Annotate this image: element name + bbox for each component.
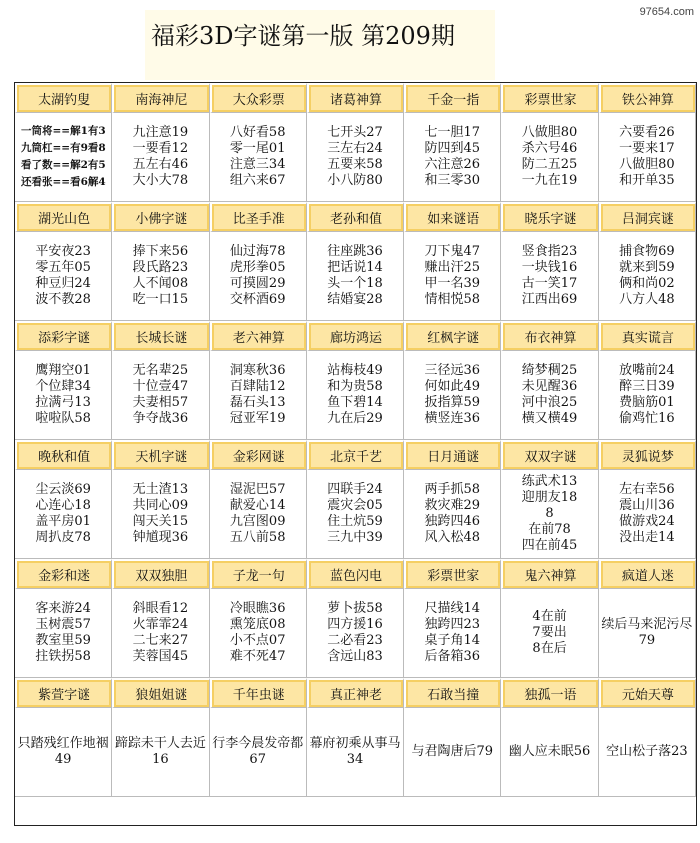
riddle-cell bbox=[404, 589, 501, 678]
riddle-line: 把话说14 bbox=[327, 260, 383, 275]
column-header: 独孤一语 bbox=[501, 678, 598, 708]
riddle-cell bbox=[404, 708, 501, 797]
riddle-line: 平安夜23 bbox=[35, 244, 91, 259]
riddle-cell bbox=[210, 232, 307, 321]
column-header: 狼姐姐谜 bbox=[112, 678, 209, 708]
riddle-line: 二必看23 bbox=[327, 633, 383, 648]
riddle-line: 横竖连36 bbox=[424, 411, 481, 426]
riddle-line: 夫妻相57 bbox=[132, 395, 189, 410]
riddle-line: 可摸圆29 bbox=[229, 276, 286, 291]
riddle-line: 注意三34 bbox=[229, 157, 286, 172]
riddle-line: 难不死47 bbox=[229, 649, 286, 664]
riddle-line: 五左右46 bbox=[132, 157, 189, 172]
riddle-line: 头一个18 bbox=[327, 276, 383, 291]
riddle-line: 百肆陆12 bbox=[229, 379, 286, 394]
riddle-line: 就来到59 bbox=[619, 260, 675, 275]
riddle-line: 在前78 bbox=[528, 522, 571, 537]
riddle-line: 八好看58 bbox=[229, 125, 286, 140]
riddle-line: 熏笼底08 bbox=[229, 617, 286, 632]
riddle-line: 二七来27 bbox=[132, 633, 189, 648]
column-header: 真实谎言 bbox=[599, 321, 696, 351]
column-header: 金彩网谜 bbox=[210, 440, 307, 470]
riddle-line: 费脑筋01 bbox=[619, 395, 675, 410]
riddle-line: 一九在19 bbox=[521, 173, 578, 188]
riddle-line: 九筒杠==有9看8 bbox=[21, 142, 106, 154]
riddle-line: 四在前45 bbox=[521, 538, 578, 553]
riddle-line: 五八前58 bbox=[229, 530, 286, 545]
column-header: 千年虫谜 bbox=[210, 678, 307, 708]
riddle-line: 七一胆17 bbox=[424, 125, 481, 140]
column-header: 吕洞宾谜 bbox=[599, 202, 696, 232]
riddle-cell bbox=[599, 708, 696, 797]
riddle-line: 震灾会05 bbox=[327, 498, 383, 513]
riddle-line: 虎形拳05 bbox=[229, 260, 286, 275]
riddle-cell bbox=[210, 113, 307, 202]
riddle-cell bbox=[210, 589, 307, 678]
column-header: 日月通谜 bbox=[404, 440, 501, 470]
riddle-cell bbox=[599, 113, 696, 202]
column-header: 老孙和值 bbox=[307, 202, 404, 232]
riddle-line: 幽人应未眠56 bbox=[508, 744, 591, 759]
riddle-line: 8在后 bbox=[532, 641, 567, 656]
riddle-line: 三径远36 bbox=[424, 363, 481, 378]
riddle-line: 盖平房01 bbox=[35, 514, 91, 529]
column-header: 布衣神算 bbox=[501, 321, 598, 351]
riddle-cell bbox=[112, 589, 209, 678]
riddle-cell bbox=[599, 351, 696, 440]
riddle-line: 冠亚军19 bbox=[229, 411, 286, 426]
riddle-line: 8 bbox=[545, 506, 554, 521]
column-header: 彩票世家 bbox=[404, 559, 501, 589]
riddle-line: 住土炕59 bbox=[327, 514, 383, 529]
riddle-line: 尘云淡69 bbox=[35, 482, 91, 497]
riddle-cell bbox=[404, 232, 501, 321]
riddle-cell bbox=[15, 708, 112, 797]
riddle-line: 零五年05 bbox=[35, 260, 91, 275]
riddle-line: 和为贵58 bbox=[327, 379, 383, 394]
riddle-cell bbox=[501, 113, 598, 202]
riddle-cell bbox=[501, 351, 598, 440]
riddle-line: 和开单35 bbox=[619, 173, 675, 188]
riddle-line: 横又横49 bbox=[521, 411, 578, 426]
riddle-line: 绮梦稠25 bbox=[521, 363, 578, 378]
riddle-line: 7要出 bbox=[532, 625, 567, 640]
riddle-line: 后备箱36 bbox=[424, 649, 481, 664]
riddle-line: 未见醒36 bbox=[521, 379, 578, 394]
riddle-line: 七开头27 bbox=[327, 125, 383, 140]
riddle-line: 没出走14 bbox=[619, 530, 675, 545]
riddle-line: 斜眼看12 bbox=[132, 601, 189, 616]
riddle-line: 救灾难29 bbox=[424, 498, 481, 513]
column-header: 湖光山色 bbox=[15, 202, 112, 232]
riddle-line: 俩和尚02 bbox=[619, 276, 675, 291]
riddle-line: 捕食物69 bbox=[619, 244, 675, 259]
riddle-line: 段氏路23 bbox=[132, 260, 189, 275]
riddle-line: 客来游24 bbox=[35, 601, 91, 616]
riddle-line: 古一笑17 bbox=[521, 276, 578, 291]
column-header: 铁公神算 bbox=[599, 83, 696, 113]
riddle-line: 还看张==看6解4 bbox=[21, 176, 106, 188]
riddle-line: 教室里59 bbox=[35, 633, 91, 648]
riddle-line: 五要来58 bbox=[327, 157, 383, 172]
riddle-line: 一要看12 bbox=[132, 141, 189, 156]
column-header: 红枫字谜 bbox=[404, 321, 501, 351]
riddle-cell bbox=[210, 708, 307, 797]
riddle-cell bbox=[210, 470, 307, 559]
column-header: 千金一指 bbox=[404, 83, 501, 113]
riddle-line: 八做胆80 bbox=[521, 125, 578, 140]
riddle-line: 续后马来泥污尽79 bbox=[601, 617, 693, 648]
riddle-line: 交杯酒69 bbox=[229, 292, 286, 307]
riddle-line: 桌子角14 bbox=[424, 633, 481, 648]
riddle-line: 玉树震57 bbox=[35, 617, 91, 632]
riddle-line: 萝卜拔58 bbox=[327, 601, 383, 616]
riddle-line: 两手抓58 bbox=[424, 482, 481, 497]
site-watermark: 97654.com bbox=[639, 6, 694, 18]
riddle-line: 情相悦58 bbox=[424, 292, 481, 307]
riddle-table bbox=[14, 82, 697, 826]
riddle-line: 尺描线14 bbox=[424, 601, 481, 616]
riddle-line: 波不教28 bbox=[35, 292, 91, 307]
riddle-line: 鹰翔空01 bbox=[35, 363, 91, 378]
title-banner bbox=[145, 10, 495, 80]
riddle-line: 甲一名39 bbox=[424, 276, 481, 291]
riddle-line: 杀六号46 bbox=[521, 141, 578, 156]
riddle-line: 幕府初乘从事马34 bbox=[309, 736, 401, 767]
riddle-line: 种豆归24 bbox=[35, 276, 91, 291]
riddle-line: 一要来17 bbox=[619, 141, 675, 156]
riddle-line: 河中浪25 bbox=[521, 395, 578, 410]
page-title: 福彩3D字谜第一版 第209期 bbox=[151, 22, 455, 50]
riddle-line: 三九中39 bbox=[327, 530, 383, 545]
riddle-line: 蹄踪未干人去近16 bbox=[114, 736, 206, 767]
riddle-cell bbox=[599, 470, 696, 559]
riddle-cell bbox=[307, 113, 404, 202]
column-header: 双双独胆 bbox=[112, 559, 209, 589]
riddle-line: 组六来67 bbox=[229, 173, 286, 188]
column-header: 廊坊鸿运 bbox=[307, 321, 404, 351]
riddle-line: 练武术13 bbox=[521, 474, 578, 489]
riddle-cell bbox=[112, 351, 209, 440]
riddle-line: 扳指算59 bbox=[424, 395, 481, 410]
riddle-cell bbox=[15, 589, 112, 678]
riddle-line: 小八防80 bbox=[327, 173, 383, 188]
riddle-line: 九注意19 bbox=[132, 125, 189, 140]
riddle-cell bbox=[501, 470, 598, 559]
riddle-line: 一筒将==解1有3 bbox=[21, 125, 106, 137]
riddle-line: 小不点07 bbox=[229, 633, 286, 648]
riddle-cell bbox=[404, 470, 501, 559]
riddle-cell bbox=[404, 351, 501, 440]
riddle-line: 醉三日39 bbox=[619, 379, 675, 394]
riddle-line: 迎朋友18 bbox=[521, 490, 578, 505]
riddle-cell bbox=[307, 351, 404, 440]
riddle-line: 赚出汗25 bbox=[424, 260, 481, 275]
riddle-line: 周扒皮78 bbox=[35, 530, 91, 545]
riddle-line: 鱼下碧14 bbox=[327, 395, 383, 410]
riddle-cell bbox=[501, 589, 598, 678]
riddle-line: 个位肆34 bbox=[35, 379, 91, 394]
riddle-line: 仙过海78 bbox=[229, 244, 286, 259]
riddle-cell bbox=[307, 470, 404, 559]
riddle-line: 放嘴前24 bbox=[619, 363, 675, 378]
riddle-line: 往座跳36 bbox=[327, 244, 383, 259]
riddle-line: 火霏霏24 bbox=[132, 617, 189, 632]
riddle-cell bbox=[501, 232, 598, 321]
riddle-cell bbox=[307, 589, 404, 678]
riddle-line: 站梅枝49 bbox=[327, 363, 383, 378]
column-header: 长城长谜 bbox=[112, 321, 209, 351]
riddle-line: 行李今晨发帝都67 bbox=[212, 736, 304, 767]
riddle-line: 钟馗现36 bbox=[132, 530, 189, 545]
riddle-line: 江西出69 bbox=[521, 292, 578, 307]
riddle-cell bbox=[307, 232, 404, 321]
riddle-line: 洞寒秋36 bbox=[229, 363, 286, 378]
riddle-line: 偷鸡忙16 bbox=[619, 411, 675, 426]
riddle-line: 人不闻08 bbox=[132, 276, 189, 291]
riddle-line: 六要看26 bbox=[619, 125, 675, 140]
column-header: 老六神算 bbox=[210, 321, 307, 351]
riddle-line: 捧下来56 bbox=[132, 244, 189, 259]
column-header: 金彩和迷 bbox=[15, 559, 112, 589]
column-header: 疯道人迷 bbox=[599, 559, 696, 589]
riddle-line: 四联手24 bbox=[327, 482, 383, 497]
riddle-line: 九在后29 bbox=[327, 411, 383, 426]
riddle-cell bbox=[210, 351, 307, 440]
column-header: 真正神老 bbox=[307, 678, 404, 708]
riddle-cell bbox=[599, 589, 696, 678]
riddle-line: 独跨四46 bbox=[424, 514, 481, 529]
riddle-line: 防四到45 bbox=[424, 141, 481, 156]
riddle-line: 湿泥巴57 bbox=[229, 482, 286, 497]
riddle-line: 一块钱16 bbox=[521, 260, 578, 275]
riddle-line: 啦啦队58 bbox=[35, 411, 91, 426]
riddle-line: 冷眼瞧36 bbox=[229, 601, 286, 616]
riddle-line: 三左右24 bbox=[327, 141, 383, 156]
riddle-cell bbox=[112, 113, 209, 202]
column-header: 元始天尊 bbox=[599, 678, 696, 708]
column-header: 晓乐字谜 bbox=[501, 202, 598, 232]
riddle-line: 和三零30 bbox=[424, 173, 481, 188]
riddle-cell bbox=[599, 232, 696, 321]
column-header: 蓝色闪电 bbox=[307, 559, 404, 589]
riddle-line: 竖食指23 bbox=[521, 244, 578, 259]
riddle-line: 无名辈25 bbox=[132, 363, 189, 378]
column-header: 太湖钓叟 bbox=[15, 83, 112, 113]
riddle-line: 无土渣13 bbox=[132, 482, 189, 497]
riddle-line: 含远山83 bbox=[327, 649, 383, 664]
column-header: 大众彩票 bbox=[210, 83, 307, 113]
riddle-cell bbox=[404, 113, 501, 202]
column-header: 彩票世家 bbox=[501, 83, 598, 113]
riddle-line: 与君陶唐后79 bbox=[411, 744, 494, 759]
column-header: 如来谜语 bbox=[404, 202, 501, 232]
column-header: 诸葛神算 bbox=[307, 83, 404, 113]
riddle-cell bbox=[15, 470, 112, 559]
riddle-line: 震山川36 bbox=[619, 498, 675, 513]
column-header: 南海神尼 bbox=[112, 83, 209, 113]
riddle-line: 看了数==解2有5 bbox=[21, 159, 106, 171]
riddle-line: 4在前 bbox=[532, 609, 567, 624]
riddle-line: 六注意26 bbox=[424, 157, 481, 172]
riddle-cell bbox=[112, 708, 209, 797]
riddle-line: 十位壹47 bbox=[132, 379, 189, 394]
riddle-line: 芙蓉国45 bbox=[132, 649, 189, 664]
riddle-cell bbox=[307, 708, 404, 797]
riddle-line: 四方援16 bbox=[327, 617, 383, 632]
riddle-line: 闯天关15 bbox=[132, 514, 189, 529]
riddle-line: 心连心18 bbox=[35, 498, 91, 513]
riddle-cell bbox=[15, 232, 112, 321]
riddle-cell bbox=[15, 351, 112, 440]
riddle-cell bbox=[112, 232, 209, 321]
riddle-line: 吃一口15 bbox=[132, 292, 189, 307]
riddle-line: 九宫图09 bbox=[229, 514, 286, 529]
riddle-line: 结婚宴28 bbox=[327, 292, 383, 307]
riddle-line: 独跨四23 bbox=[424, 617, 481, 632]
riddle-line: 空山松子落23 bbox=[606, 744, 688, 759]
column-header: 石敢当撞 bbox=[404, 678, 501, 708]
column-header: 天机字谜 bbox=[112, 440, 209, 470]
riddle-line: 零一尾01 bbox=[229, 141, 286, 156]
riddle-line: 拉满弓13 bbox=[35, 395, 91, 410]
column-header: 双双字谜 bbox=[501, 440, 598, 470]
riddle-line: 献爱心14 bbox=[229, 498, 286, 513]
riddle-line: 八做胆80 bbox=[619, 157, 675, 172]
riddle-line: 八方人48 bbox=[619, 292, 675, 307]
riddle-line: 做游戏24 bbox=[619, 514, 675, 529]
riddle-line: 共同心09 bbox=[132, 498, 189, 513]
riddle-line: 磊石头13 bbox=[229, 395, 286, 410]
column-header: 灵狐说梦 bbox=[599, 440, 696, 470]
column-header: 北京千艺 bbox=[307, 440, 404, 470]
riddle-line: 风入松48 bbox=[424, 530, 481, 545]
riddle-cell bbox=[501, 708, 598, 797]
riddle-line: 大小大78 bbox=[132, 173, 189, 188]
riddle-line: 何如此49 bbox=[424, 379, 481, 394]
column-header: 晚秋和值 bbox=[15, 440, 112, 470]
column-header: 鬼六神算 bbox=[501, 559, 598, 589]
column-header: 小佛字谜 bbox=[112, 202, 209, 232]
riddle-cell bbox=[112, 470, 209, 559]
riddle-line: 左右幸56 bbox=[619, 482, 675, 497]
column-header: 比圣手准 bbox=[210, 202, 307, 232]
column-header: 紫萱字谜 bbox=[15, 678, 112, 708]
riddle-cell bbox=[15, 113, 112, 202]
riddle-line: 防二五25 bbox=[521, 157, 578, 172]
column-header: 添彩字谜 bbox=[15, 321, 112, 351]
riddle-line: 刀下鬼47 bbox=[424, 244, 481, 259]
column-header: 子龙一句 bbox=[210, 559, 307, 589]
riddle-line: 只踏残红作地裀49 bbox=[17, 736, 109, 767]
riddle-line: 争夺战36 bbox=[132, 411, 189, 426]
riddle-line: 拄铁拐58 bbox=[35, 649, 91, 664]
